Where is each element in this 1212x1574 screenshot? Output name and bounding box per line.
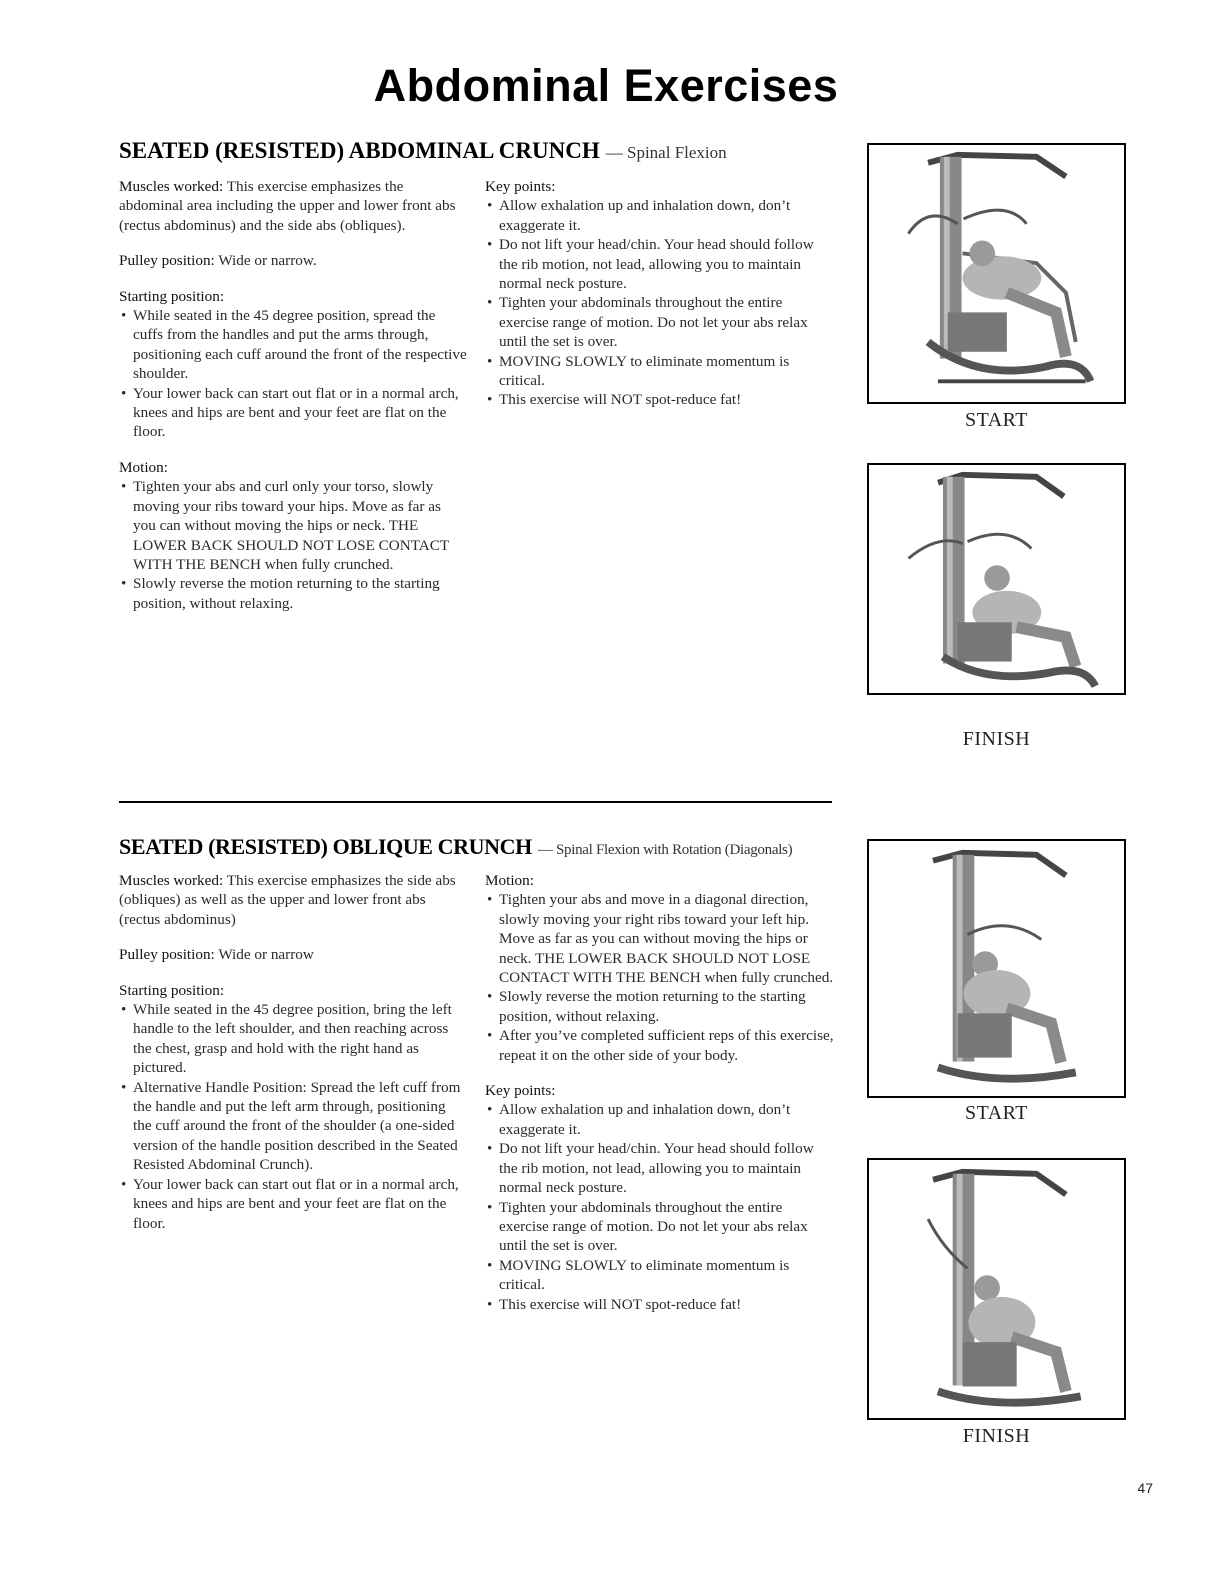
list-item: • MOVING SLOWLY to eliminate momentum is critical. bbox=[485, 1256, 835, 1295]
list-item: • Your lower back can start out flat or in a normal arch, knees and hips are bent and your feet are flat on the floor. bbox=[119, 1175, 467, 1233]
key-points-list bbox=[485, 1100, 835, 1313]
list-item: • Tighten your abdominals throughout the entire exercise range of motion. Do not let your abs relax until the set is over. bbox=[485, 293, 835, 351]
motion bbox=[119, 458, 467, 613]
list-item: • Tighten your abdominals throughout the entire exercise range of motion. Do not let your abs relax until the set is over. bbox=[485, 1198, 835, 1256]
finish-caption: FINISH bbox=[962, 728, 1031, 750]
motion-label: Motion: bbox=[485, 872, 534, 889]
pulley-label: Pulley position: bbox=[119, 946, 215, 964]
list-item: • Slowly reverse the motion returning to the starting position, without relaxing. bbox=[485, 987, 835, 1026]
list-item: • Allow exhalation up and inhalation down, don’t exaggerate it. bbox=[485, 1100, 835, 1139]
pulley-position bbox=[119, 945, 467, 964]
list-item: • After you’ve completed sufficient reps of this exercise, repeat it on the other side of your body. bbox=[485, 1026, 835, 1065]
muscles-worked bbox=[119, 871, 467, 929]
machine-illustration bbox=[869, 841, 1124, 1096]
oblique-crunch-left-column bbox=[119, 871, 467, 1249]
page-title: Abdominal Exercises bbox=[373, 60, 839, 111]
list-item: • MOVING SLOWLY to eliminate momentum is critical. bbox=[485, 352, 835, 391]
key-points-list bbox=[485, 196, 835, 409]
abdominal-crunch-start-photo bbox=[867, 143, 1126, 404]
section-title: SEATED (RESISTED) ABDOMINAL CRUNCH bbox=[119, 138, 600, 163]
motion-label: Motion: bbox=[119, 458, 168, 476]
pulley-label: Pulley position: bbox=[119, 252, 215, 270]
muscles-worked bbox=[119, 177, 467, 235]
oblique-crunch-start-photo bbox=[867, 839, 1126, 1098]
oblique-crunch-finish-photo bbox=[867, 1158, 1126, 1420]
abdominal-crunch-right-column bbox=[485, 177, 835, 426]
section-heading-abdominal-crunch bbox=[119, 138, 727, 165]
muscles-label: Muscles worked: bbox=[119, 178, 224, 195]
list-item: • Do not lift your head/chin. Your head should follow the rib motion, not lead, allowing you to maintain normal neck posture. bbox=[485, 1139, 835, 1197]
list-item: • Do not lift your head/chin. Your head should follow the rib motion, not lead, allowing you to maintain normal neck posture. bbox=[485, 235, 835, 293]
motion-list bbox=[119, 477, 467, 613]
section-title: SEATED (RESISTED) OBLIQUE CRUNCH bbox=[119, 834, 532, 859]
finish-caption: FINISH bbox=[962, 1425, 1031, 1447]
machine-illustration bbox=[869, 1160, 1124, 1418]
list-item: • While seated in the 45 degree position, bring the left handle to the left shoulder, and then reaching across the chest, grasp and hold with the right hand as pictured. bbox=[119, 1000, 467, 1078]
muscles-text: This exercise emphasizes the side abs (obliques) as well as the upper and lower front abs (rectus abdominus) bbox=[119, 872, 456, 928]
pulley-position bbox=[119, 251, 467, 270]
key-points bbox=[485, 177, 835, 410]
start-caption: START bbox=[964, 1102, 1029, 1124]
list-item: • Alternative Handle Position: Spread the left cuff from the handle and put the left arm through, positioning the cuff around the front of the shoulder (a one-sided version of the handle position described in the Seated Resisted Abdominal Crunch). bbox=[119, 1078, 467, 1175]
list-item: • Your lower back can start out flat or in a normal arch, knees and hips are bent and your feet are flat on the floor. bbox=[119, 384, 467, 442]
section-heading-oblique-crunch bbox=[119, 834, 792, 861]
muscles-text: This exercise emphasizes the abdominal area including the upper and lower front abs (rectus abdominus) and the side abs (obliques). bbox=[119, 178, 456, 234]
starting-list bbox=[119, 306, 467, 442]
starting-label: Starting position: bbox=[119, 981, 225, 999]
motion-list bbox=[485, 890, 835, 1065]
list-item: • Tighten your abs and curl only your torso, slowly moving your ribs toward your hips. Move as far as you can without moving the hips or neck. THE LOWER BACK SHOULD NOT LOSE CONTACT WITH THE BENCH when fully crunched. bbox=[119, 477, 467, 574]
list-item: • While seated in the 45 degree position, spread the cuffs from the handles and put the arms through, positioning each cuff around the front of the respective shoulder. bbox=[119, 306, 467, 384]
section-subtitle: — Spinal Flexion bbox=[605, 143, 727, 162]
starting-label: Starting position: bbox=[119, 287, 225, 305]
list-item: • This exercise will NOT spot-reduce fat! bbox=[485, 390, 835, 409]
starting-list bbox=[119, 1000, 467, 1233]
muscles-label: Muscles worked: bbox=[119, 872, 224, 889]
list-item: • Tighten your abs and move in a diagonal direction, slowly moving your right ribs toward your left hip. Move as far as you can without moving the hips or neck. THE LOWER BACK SHOULD NOT LOSE CONTACT WITH THE BENCH when fully crunched. bbox=[485, 890, 835, 987]
starting-position bbox=[119, 287, 467, 442]
motion bbox=[485, 871, 835, 1065]
list-item: • Slowly reverse the motion returning to the starting position, without relaxing. bbox=[119, 574, 467, 613]
abdominal-crunch-left-column bbox=[119, 177, 467, 629]
pulley-text: Wide or narrow. bbox=[218, 252, 317, 270]
page-number: 47 bbox=[1137, 1480, 1153, 1496]
start-caption: START bbox=[964, 409, 1029, 431]
oblique-crunch-right-column bbox=[485, 871, 835, 1330]
pulley-text: Wide or narrow bbox=[218, 946, 314, 964]
section-divider bbox=[119, 801, 832, 803]
list-item: • This exercise will NOT spot-reduce fat! bbox=[485, 1295, 835, 1314]
section-subtitle: — Spinal Flexion with Rotation (Diagonals) bbox=[537, 842, 793, 858]
key-points-label: Key points: bbox=[485, 1082, 556, 1100]
machine-illustration bbox=[869, 465, 1124, 693]
list-item: • Allow exhalation up and inhalation down, don’t exaggerate it. bbox=[485, 196, 835, 235]
abdominal-crunch-finish-photo bbox=[867, 463, 1126, 695]
key-points-label: Key points: bbox=[485, 178, 556, 195]
machine-illustration bbox=[869, 145, 1124, 402]
starting-position bbox=[119, 981, 467, 1233]
key-points bbox=[485, 1081, 835, 1314]
